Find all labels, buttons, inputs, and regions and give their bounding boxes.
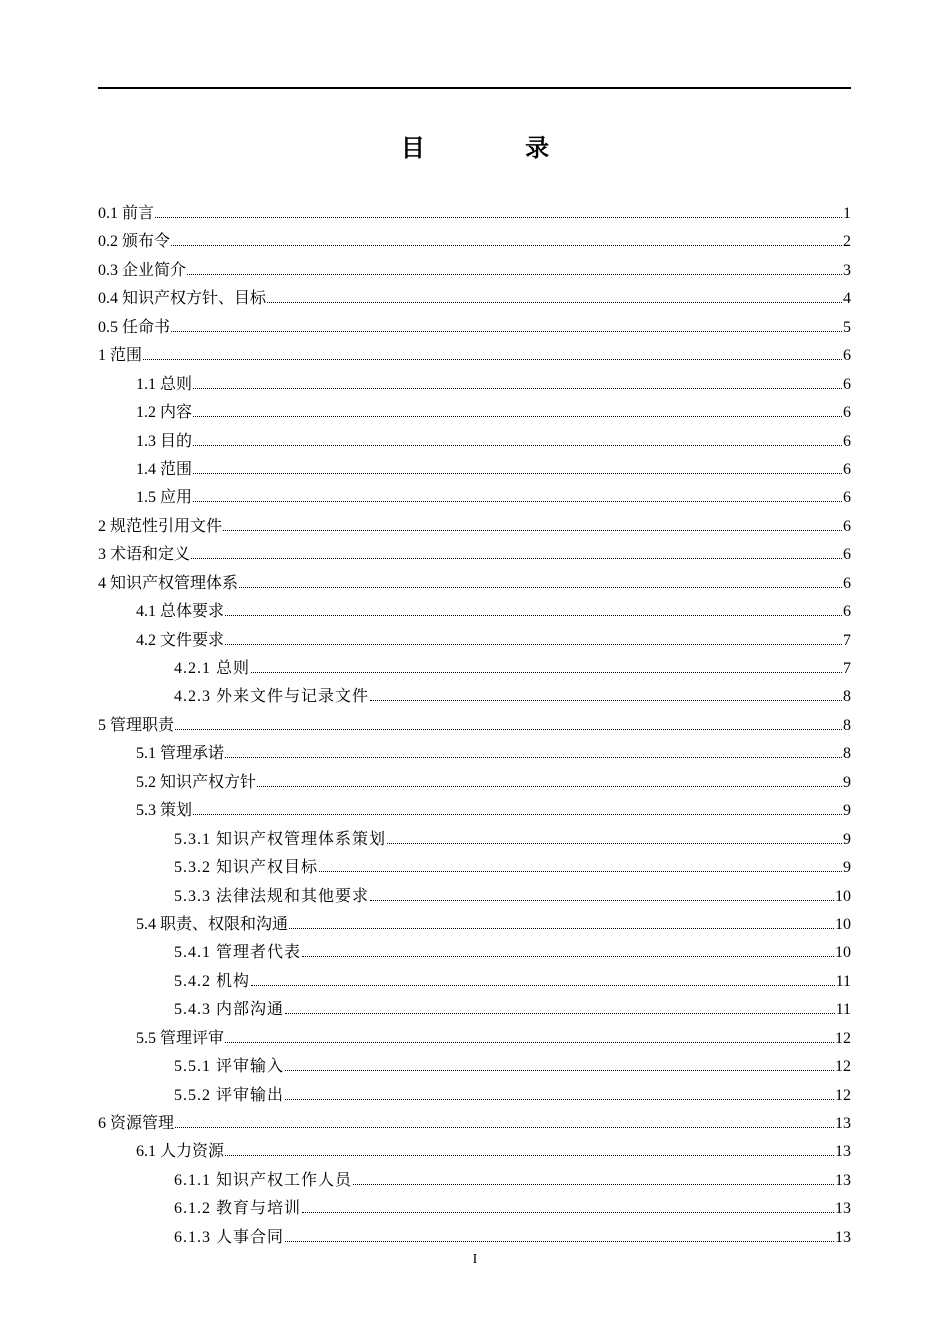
toc-entry[interactable] <box>98 970 851 998</box>
toc-entry-page: 1 <box>843 205 851 222</box>
toc-dot-leader <box>285 1013 835 1014</box>
toc-entry-page: 3 <box>843 261 851 279</box>
toc-entry-page: 6 <box>843 546 851 564</box>
toc-dot-leader <box>225 1042 834 1043</box>
toc-entry-label: 4.1 总体要求 <box>136 603 225 621</box>
toc-entry-page: 13 <box>835 1115 851 1132</box>
toc-entry-page: 6 <box>843 603 851 621</box>
toc-entry[interactable] <box>98 543 851 571</box>
toc-entry-page: 6 <box>843 460 851 478</box>
toc-dot-leader <box>302 956 834 957</box>
toc-entry[interactable] <box>98 771 851 799</box>
toc-dot-leader <box>193 501 842 502</box>
toc-entry-page: 12 <box>835 1029 851 1047</box>
toc-entry[interactable] <box>98 856 851 884</box>
toc-dot-leader <box>370 900 834 901</box>
toc-entry-label: 4.2 文件要求 <box>136 631 225 649</box>
toc-entry[interactable] <box>98 1084 851 1112</box>
toc-entry-label: 6.1.3 人事合同 <box>174 1228 285 1246</box>
toc-entry-label: 0.2 颁布令 <box>98 233 171 251</box>
toc-dot-leader <box>285 1070 834 1071</box>
toc-entry-page: 13 <box>835 1200 851 1218</box>
toc-entry-label: 5.4 职责、权限和沟通 <box>136 915 289 933</box>
toc-dot-leader <box>171 331 842 332</box>
toc-entry-page: 10 <box>835 944 851 962</box>
toc-entry-label: 2 规范性引用文件 <box>98 517 223 535</box>
toc-entry-label: 5.5.1 评审输入 <box>174 1058 285 1076</box>
toc-dot-leader <box>251 985 835 986</box>
toc-entry-label: 4.2.1 总则 <box>174 660 251 677</box>
toc-entry-label: 5.4.2 机构 <box>174 972 251 990</box>
toc-entry-page: 13 <box>835 1143 851 1161</box>
toc-entry-label: 3 术语和定义 <box>98 546 191 564</box>
toc-entry-page: 11 <box>835 1001 851 1019</box>
toc-entry-label: 1.5 应用 <box>136 489 193 507</box>
toc-entry[interactable] <box>98 799 851 827</box>
toc-entry-label: 4 知识产权管理体系 <box>98 574 239 592</box>
toc-dot-leader <box>353 1184 834 1185</box>
toc-entry-page: 6 <box>843 432 851 450</box>
toc-entry-label: 1 范围 <box>98 347 143 365</box>
toc-dot-leader <box>285 1099 834 1100</box>
toc-dot-leader <box>191 558 842 559</box>
toc-entry-page: 4 <box>843 290 851 308</box>
toc-entry-page: 9 <box>843 830 851 848</box>
toc-entry[interactable] <box>98 1112 851 1140</box>
toc-entry[interactable] <box>98 1197 851 1225</box>
toc-entry-label: 1.2 内容 <box>136 404 193 422</box>
toc-dot-leader <box>187 274 842 275</box>
toc-entry[interactable] <box>98 316 851 344</box>
toc-dot-leader <box>143 359 842 360</box>
toc-entry[interactable] <box>98 685 851 713</box>
toc-entry-page: 8 <box>843 688 851 706</box>
page-title: 目 录 <box>400 134 596 162</box>
toc-entry-page: 6 <box>843 574 851 592</box>
toc-entry-label: 0.4 知识产权方针、目标 <box>98 290 267 308</box>
header-rule <box>98 87 851 89</box>
toc-entry[interactable] <box>98 629 851 657</box>
toc-dot-leader <box>155 217 842 218</box>
toc-entry-page: 13 <box>835 1171 851 1189</box>
toc-dot-leader <box>193 814 842 815</box>
toc-entry[interactable] <box>98 657 851 685</box>
toc-entry-label: 0.3 企业简介 <box>98 261 187 279</box>
toc-entry-label: 6.1.1 知识产权工作人员 <box>174 1171 353 1189</box>
toc-dot-leader <box>289 928 834 929</box>
toc-entry[interactable] <box>98 230 851 258</box>
toc-entry-label: 5.3 策划 <box>136 802 193 820</box>
toc-dot-leader <box>239 587 842 588</box>
toc-dot-leader <box>175 729 842 730</box>
table-of-contents <box>98 202 851 1254</box>
toc-entry-label: 5.3.1 知识产权管理体系策划 <box>174 830 387 848</box>
toc-dot-leader <box>225 1155 834 1156</box>
toc-entry[interactable] <box>98 998 851 1026</box>
toc-dot-leader <box>302 1212 834 1213</box>
toc-entry[interactable] <box>98 259 851 287</box>
toc-entry-label: 1.1 总则 <box>136 375 193 393</box>
toc-entry[interactable] <box>98 486 851 514</box>
toc-dot-leader <box>387 843 842 844</box>
toc-entry-label: 1.3 目的 <box>136 432 193 450</box>
toc-entry[interactable] <box>98 430 851 458</box>
toc-entry-label: 5.4.3 内部沟通 <box>174 1001 285 1019</box>
toc-entry-page: 9 <box>843 859 851 877</box>
toc-entry[interactable] <box>98 458 851 486</box>
toc-dot-leader <box>193 388 842 389</box>
toc-entry-page: 6 <box>843 347 851 365</box>
toc-dot-leader <box>225 757 842 758</box>
toc-entry-label: 5.5.2 评审输出 <box>174 1086 285 1104</box>
toc-dot-leader <box>225 644 842 645</box>
toc-entry[interactable] <box>98 600 851 628</box>
toc-entry-page: 13 <box>835 1228 851 1246</box>
toc-entry[interactable] <box>98 344 851 372</box>
toc-entry-page: 12 <box>835 1058 851 1076</box>
toc-dot-leader <box>171 245 842 246</box>
toc-entry-label: 0.5 任命书 <box>98 318 171 336</box>
toc-entry-page: 2 <box>843 233 851 251</box>
toc-entry-page: 9 <box>843 802 851 820</box>
toc-entry-page: 6 <box>843 404 851 422</box>
toc-dot-leader <box>175 1127 834 1128</box>
toc-entry[interactable] <box>98 1140 851 1168</box>
toc-entry[interactable] <box>98 287 851 315</box>
toc-entry[interactable] <box>98 714 851 742</box>
toc-entry[interactable] <box>98 1027 851 1055</box>
toc-dot-leader <box>223 530 842 531</box>
toc-dot-leader <box>319 871 842 872</box>
toc-entry[interactable] <box>98 1226 851 1254</box>
toc-entry-label: 1.4 范围 <box>136 460 193 478</box>
toc-entry-label: 5.5 管理评审 <box>136 1029 225 1047</box>
toc-entry-label: 5.3.2 知识产权目标 <box>174 859 319 877</box>
toc-dot-leader <box>370 700 842 701</box>
toc-dot-leader <box>193 473 842 474</box>
toc-dot-leader <box>257 786 842 787</box>
toc-entry-page: 6 <box>843 517 851 535</box>
toc-entry-page: 7 <box>843 631 851 649</box>
toc-entry-page: 8 <box>843 716 851 734</box>
toc-entry-label: 5 管理职责 <box>98 716 175 734</box>
toc-entry-label: 5.4.1 管理者代表 <box>174 944 302 962</box>
toc-entry-page: 7 <box>843 660 851 677</box>
toc-entry-label: 0.1 前言 <box>98 205 155 222</box>
toc-entry-label: 5.2 知识产权方针 <box>136 773 257 791</box>
toc-entry[interactable] <box>98 572 851 600</box>
toc-entry[interactable] <box>98 202 851 230</box>
toc-entry-label: 5.1 管理承诺 <box>136 745 225 763</box>
toc-entry[interactable] <box>98 742 851 770</box>
toc-entry[interactable] <box>98 1055 851 1083</box>
toc-entry-page: 10 <box>835 887 851 905</box>
toc-entry-label: 6.1.2 教育与培训 <box>174 1200 302 1218</box>
toc-entry-page: 9 <box>843 773 851 791</box>
toc-entry-page: 11 <box>835 972 851 990</box>
toc-entry-page: 12 <box>835 1086 851 1104</box>
toc-entry[interactable] <box>98 1169 851 1197</box>
toc-entry[interactable] <box>98 913 851 941</box>
toc-dot-leader <box>193 445 842 446</box>
toc-entry[interactable] <box>98 885 851 913</box>
toc-entry[interactable] <box>98 941 851 969</box>
toc-dot-leader <box>225 615 842 616</box>
toc-entry-page: 6 <box>843 489 851 507</box>
toc-dot-leader <box>285 1241 834 1242</box>
toc-dot-leader <box>193 416 842 417</box>
toc-entry-label: 6.1 人力资源 <box>136 1143 225 1161</box>
toc-entry-label: 4.2.3 外来文件与记录文件 <box>174 688 370 706</box>
toc-entry[interactable] <box>98 373 851 401</box>
toc-dot-leader <box>251 672 842 673</box>
toc-entry-label: 6 资源管理 <box>98 1115 175 1132</box>
toc-entry[interactable] <box>98 515 851 543</box>
toc-entry-page: 8 <box>843 745 851 763</box>
toc-entry-label: 5.3.3 法律法规和其他要求 <box>174 887 370 905</box>
toc-entry[interactable] <box>98 828 851 856</box>
toc-entry[interactable] <box>98 401 851 429</box>
footer-page-number: I <box>472 1252 478 1267</box>
toc-entry-page: 10 <box>835 915 851 933</box>
toc-entry-page: 6 <box>843 375 851 393</box>
toc-entry-page: 5 <box>843 318 851 336</box>
toc-dot-leader <box>267 302 842 303</box>
